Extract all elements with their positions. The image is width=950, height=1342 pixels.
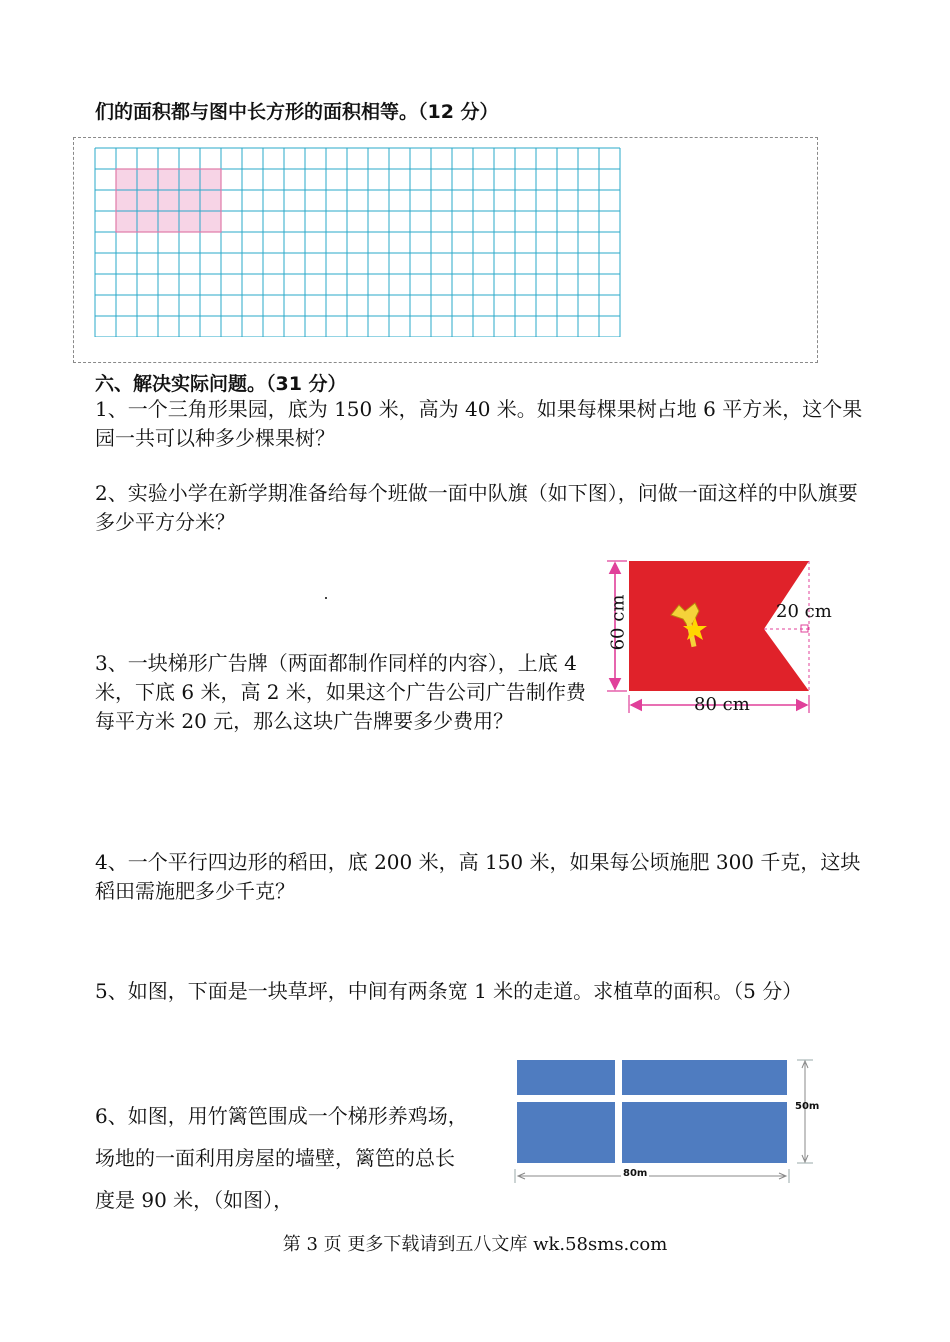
stray-dot xyxy=(325,597,327,599)
question-6-line-1: 6、如图，用竹篱笆围成一个梯形养鸡场， xyxy=(95,1104,468,1128)
flag-width-label: 80 cm xyxy=(694,694,750,715)
question-5 xyxy=(95,972,865,1011)
lawn-height-label: 50m xyxy=(795,1101,820,1112)
lawn-plot-top-left xyxy=(517,1060,615,1095)
question-4 xyxy=(95,848,865,906)
lawn-width-label: 80m xyxy=(623,1168,648,1179)
question-6-line-2: 场地的一面利用房屋的墙壁，篱笆的总长 xyxy=(95,1146,455,1170)
question-3-text: 3、一块梯形广告牌（两面都制作同样的内容），上底 4 米，下底 6 米，高 2 米，如果这个广告公司广告制作费每平方米 20 元，那么这块广告牌要多少费用？ xyxy=(95,651,586,733)
lawn-figure xyxy=(505,1055,835,1185)
section6-heading: 六、解决实际问题。（31 分） xyxy=(95,373,347,395)
question-6-line-3: 度是 90 米，（如图）， xyxy=(95,1188,294,1212)
flag-shape xyxy=(629,561,809,691)
lawn-plot-bottom-left xyxy=(517,1102,615,1163)
question-4-text: 4、一个平行四边形的稻田，底 200 米，高 150 米，如果每公顷施肥 300 千克，这块稻田需施肥多少千克？ xyxy=(95,850,861,903)
question-6 xyxy=(95,1095,495,1221)
question-2-text: 2、实验小学在新学期准备给每个班做一面中队旗（如下图），问做一面这样的中队旗要多少平方分米？ xyxy=(95,481,858,534)
lawn-plot-bottom-right xyxy=(622,1102,787,1163)
square-grid xyxy=(94,147,624,337)
question-3 xyxy=(95,649,590,736)
page-footer: 第 3 页 更多下载请到五八文库 wk.58sms.com xyxy=(282,1234,668,1255)
flag-notch-label: 20 cm xyxy=(776,601,832,622)
part5-heading: 们的面积都与图中长方形的面积相等。（12 分） xyxy=(95,101,499,123)
question-1-text: 1、一个三角形果园，底为 150 米，高为 40 米。如果每棵果树占地 6 平方米，这个果园一共可以种多少棵果树？ xyxy=(95,397,863,450)
question-1 xyxy=(95,395,865,453)
question-2 xyxy=(95,479,865,537)
question-5-text: 5、如图，下面是一块草坪，中间有两条宽 1 米的走道。求植草的面积。（5 分） xyxy=(95,979,803,1003)
lawn-plot-top-right xyxy=(622,1060,787,1095)
shaded-rectangle xyxy=(116,169,221,232)
flag-height-label: 60 cm xyxy=(607,594,629,651)
